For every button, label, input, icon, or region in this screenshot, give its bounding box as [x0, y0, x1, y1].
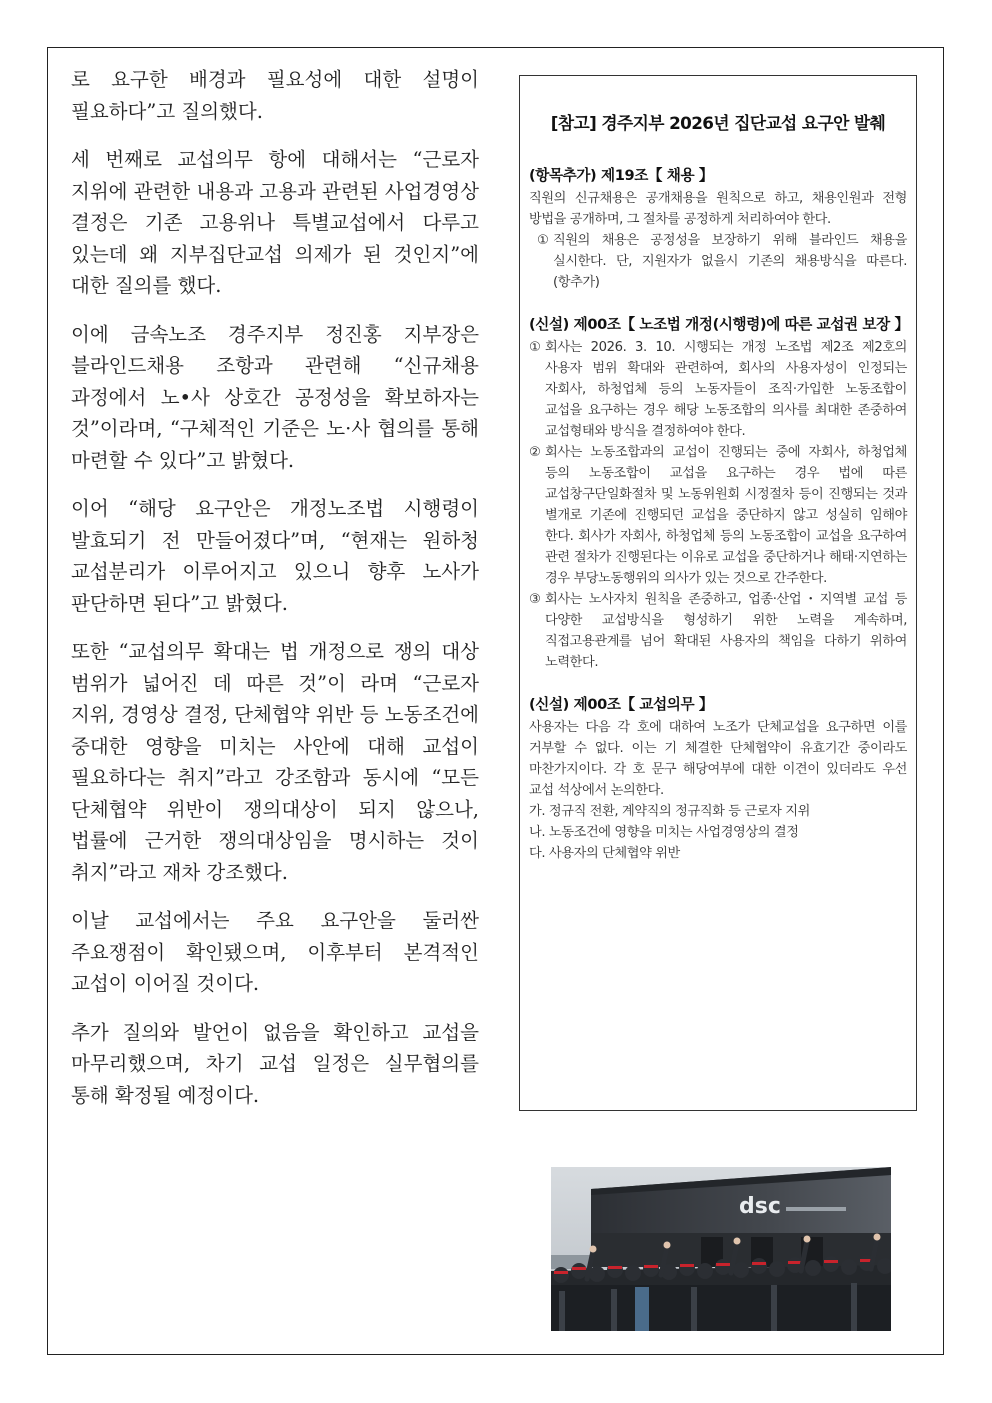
- paragraph: 로 요구한 배경과 필요성에 대한 설명이 필요하다”고 질의했다.: [71, 68, 479, 123]
- article-item: [529, 230, 907, 293]
- item-number: ②: [529, 445, 541, 460]
- reference-box: [519, 75, 917, 1111]
- article-subitem: 다. 사용자의 단체협약 위반: [529, 846, 680, 861]
- article-text: 사용자는 다음 각 호에 대하여 노조가 단체교섭을 요구하면 이를 거부할 수 없다. 이는 기 체결한 단체협약이 유효기간 중이라도 마찬가지이다. 각 호 문구 해당여부에 대한 이견이 있더라도 우선 교섭 석상에서 논의한다.: [529, 720, 907, 798]
- article-heading: (신설) 제00조【 교섭의무 】: [529, 696, 714, 713]
- article-subitem: 나. 노동조건에 영향을 미치는 사업경영상의 결정: [529, 825, 799, 840]
- article-bargaining-rights: [529, 313, 907, 673]
- rally-photo: [551, 1167, 891, 1331]
- article-bargaining-duty: [529, 693, 907, 864]
- paragraph: 추가 질의와 발언이 없음을 확인하고 교섭을 마무리했으며, 차기 교섭 일정은 실무협의를 통해 확정될 예정이다.: [71, 1020, 479, 1107]
- paragraph: 또한 “교섭의무 확대는 법 개정으로 쟁의 대상 범위가 넓어진 데 따른 것”이 라며 “근로자 지위, 경영상 결정, 단체협약 위반 등 노동조건에 중대한 영향을 미치는 사안에 대해 교섭이 필요하다는 취지”라고 강조함과 동시에 “모든 단체협약 위반이 쟁의대상이 되지 않으나, 법률에 근거한 쟁의대상임을 명시하는 것이 취지”라고 재차 강조했다.: [71, 640, 479, 884]
- paragraph: 이에 금속노조 경주지부 정진홍 지부장은 블라인드채용 조항과 관련해 “신규채용 과정에서 노•사 상호간 공정성을 확보하자는 것”이라며, “구체적인 기준은 노·사 협의를 통해 마련할 수 있다”고 밝혔다.: [71, 322, 479, 472]
- article-item: [529, 589, 907, 673]
- brand-logo-text: dsc: [739, 1194, 781, 1219]
- article-item: [529, 442, 907, 589]
- item-number: ③: [529, 592, 541, 607]
- paragraph: 이날 교섭에서는 주요 요구안을 둘러싼 주요쟁점이 확인됐으며, 이후부터 본격적인 교섭이 이어질 것이다.: [71, 909, 479, 995]
- article-item: [529, 337, 907, 442]
- article-subitem: 가. 정규직 전환, 계약직의 정규직화 등 근로자 지위: [529, 804, 810, 819]
- article-text: 직원의 신규채용은 공개채용을 원칙으로 하고, 채용인원과 전형 방법을 공개하며, 그 절차를 공정하게 처리하여야 한다.: [529, 191, 907, 227]
- paragraph: 세 번째로 교섭의무 항에 대해서는 “근로자 지위에 관련한 내용과 고용과 관련된 사업경영상 결정은 기존 고용위나 특별교섭에서 다루고 있는데 왜 지부집단교섭 의제가 된 것인지”에 대한 질의를 했다.: [71, 148, 479, 297]
- item-number: ①: [529, 340, 541, 355]
- article-hiring: [529, 164, 907, 293]
- item-text: 회사는 2026. 3. 10. 시행되는 개정 노조법 제2조 제2호의 사용자 범위 확대와 관련하여, 회사의 사용자성이 인정되는 자회사, 하청업체 등의 노동자들이 조직·가입한 노동조합이 교섭을 요구하는 경우 해당 노동조합의 의사를 최대한 존중하여 교섭형태와 방식을 결정하여야 한다.: [545, 340, 907, 439]
- article-body: [71, 64, 479, 1128]
- paragraph: 이어 “해당 요구안은 개정노조법 시행령이 발효되기 전 만들어졌다”며, “현재는 원하청 교섭분리가 이루어지고 있으니 향후 노사가 판단하면 된다”고 밝혔다.: [71, 497, 479, 615]
- item-number: ①: [537, 233, 549, 248]
- reference-box-title: [참고] 경주지부 2026년 집단교섭 요구안 발췌: [550, 113, 886, 133]
- item-text: 회사는 노사자치 원칙을 존중하고, 업종·산업・지역별 교섭 등 다양한 교섭방식을 형성하기 위한 노력을 계속하며, 직접고용관계를 넘어 확대된 사용자의 책임을 다하기 위하여 노력한다.: [545, 592, 907, 670]
- article-heading: (항목추가) 제19조【 채용 】: [529, 167, 714, 184]
- item-text: 직원의 채용은 공정성을 보장하기 위해 블라인드 채용을 실시한다. 단, 지원자가 없을시 기존의 채용방식을 따른다. (항추가): [553, 233, 907, 290]
- article-heading: (신설) 제00조【 노조법 개정(시행령)에 따른 교섭권 보장 】: [529, 316, 909, 333]
- item-text: 회사는 노동조합과의 교섭이 진행되는 중에 자회사, 하청업체 등의 노동조합이 교섭을 요구하는 경우 법에 따른 교섭창구단일화절차 및 노동위원회 시정절차 등이 진행되는 것과 별개로 기존에 진행되던 교섭을 중단하지 않고 성실히 임해야 한다. 회사가 자회사, 하청업체 등의 노동조합이 교섭을 요구하여 관련 절차가 진행된다는 이유로 교섭을 중단하거나 해태·지연하는 경우 부당노동행위의 의사가 있는 것으로 간주한다.: [545, 445, 907, 586]
